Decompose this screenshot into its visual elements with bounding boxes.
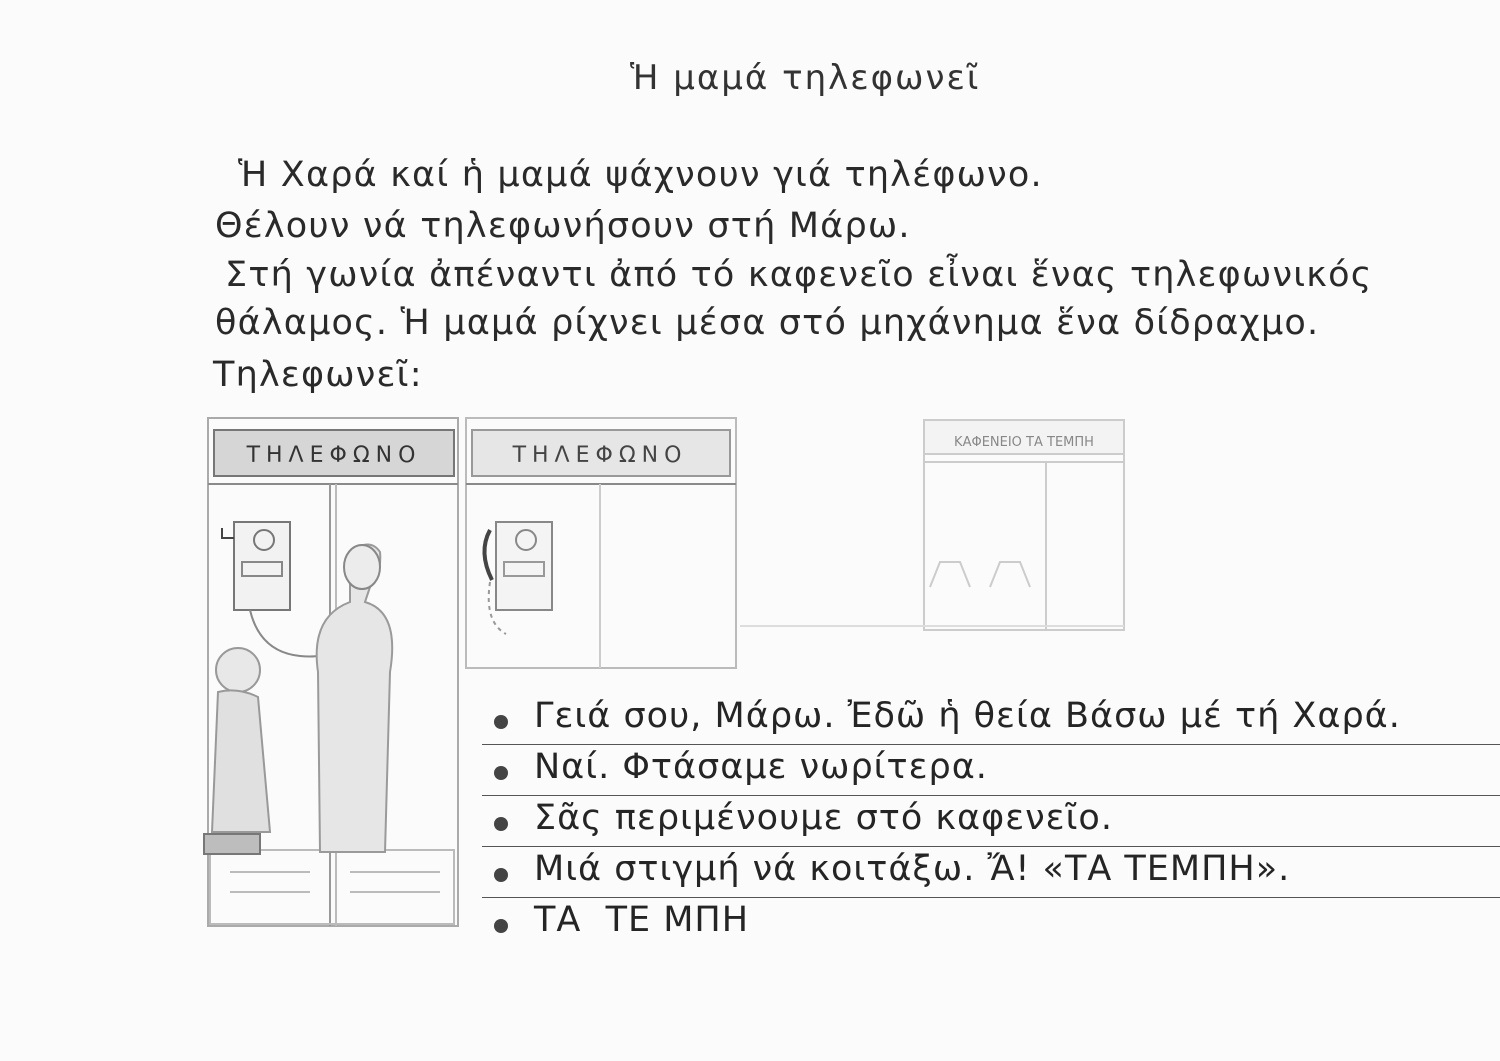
bullet-icon xyxy=(494,817,508,831)
booth-sign-left: ΤΗΛΕΦΩΝΟ xyxy=(246,443,422,468)
paragraph-line: θάλαμος. Ἡ μαμά ρίχνει μέσα στό μηχάνημα ἕνα δίδραχμο. xyxy=(215,303,1320,343)
paragraph-line: Τηλεφωνεῖ: xyxy=(213,355,423,395)
dialogue-line xyxy=(482,898,1500,948)
dialogue-text: Μιά στιγμή νά κοιτάξω. Ἄ! «ΤΑ ΤΕΜΠΗ». xyxy=(534,849,1291,889)
booth-sign-right: ΤΗΛΕΦΩΝΟ xyxy=(512,443,688,468)
page-title: Ἡ μαμά τηλεφωνεῖ xyxy=(630,58,981,98)
dialogue-text: ΤΑ ΤΕ ΜΠΗ xyxy=(534,900,750,940)
dialogue-text: Ναί. Φτάσαμε νωρίτερα. xyxy=(534,747,988,787)
paragraph-line: Θέλουν νά τηλεφωνήσουν στή Μάρω. xyxy=(215,206,911,246)
cafe-sign: ΚΑΦΕΝΕΙΟ ΤΑ ΤΕΜΠΗ xyxy=(954,435,1094,450)
dialogue-line xyxy=(482,796,1500,847)
dialogue-line xyxy=(482,847,1500,898)
paragraph-line: Στή γωνία ἀπέναντι ἀπό τό καφενεῖο εἶναι ἕνας τηλεφωνικός xyxy=(225,255,1373,295)
dialogue-text: Γειά σου, Μάρω. Ἐδῶ ἡ θεία Βάσω μέ τή Χαρά. xyxy=(534,696,1401,736)
bullet-icon xyxy=(494,919,508,933)
paragraph-line: Ἡ Χαρά καί ἡ μαμά ψάχνουν γιά τηλέφωνο. xyxy=(238,155,1043,195)
bullet-icon xyxy=(494,715,508,729)
dialogue-text: Σᾶς περιμένουμε στό καφενεῖο. xyxy=(534,798,1113,838)
bullet-icon xyxy=(494,766,508,780)
dialogue-line xyxy=(482,694,1500,745)
dialogue-line xyxy=(482,745,1500,796)
dialogue-list xyxy=(482,694,1500,948)
bullet-icon xyxy=(494,868,508,882)
